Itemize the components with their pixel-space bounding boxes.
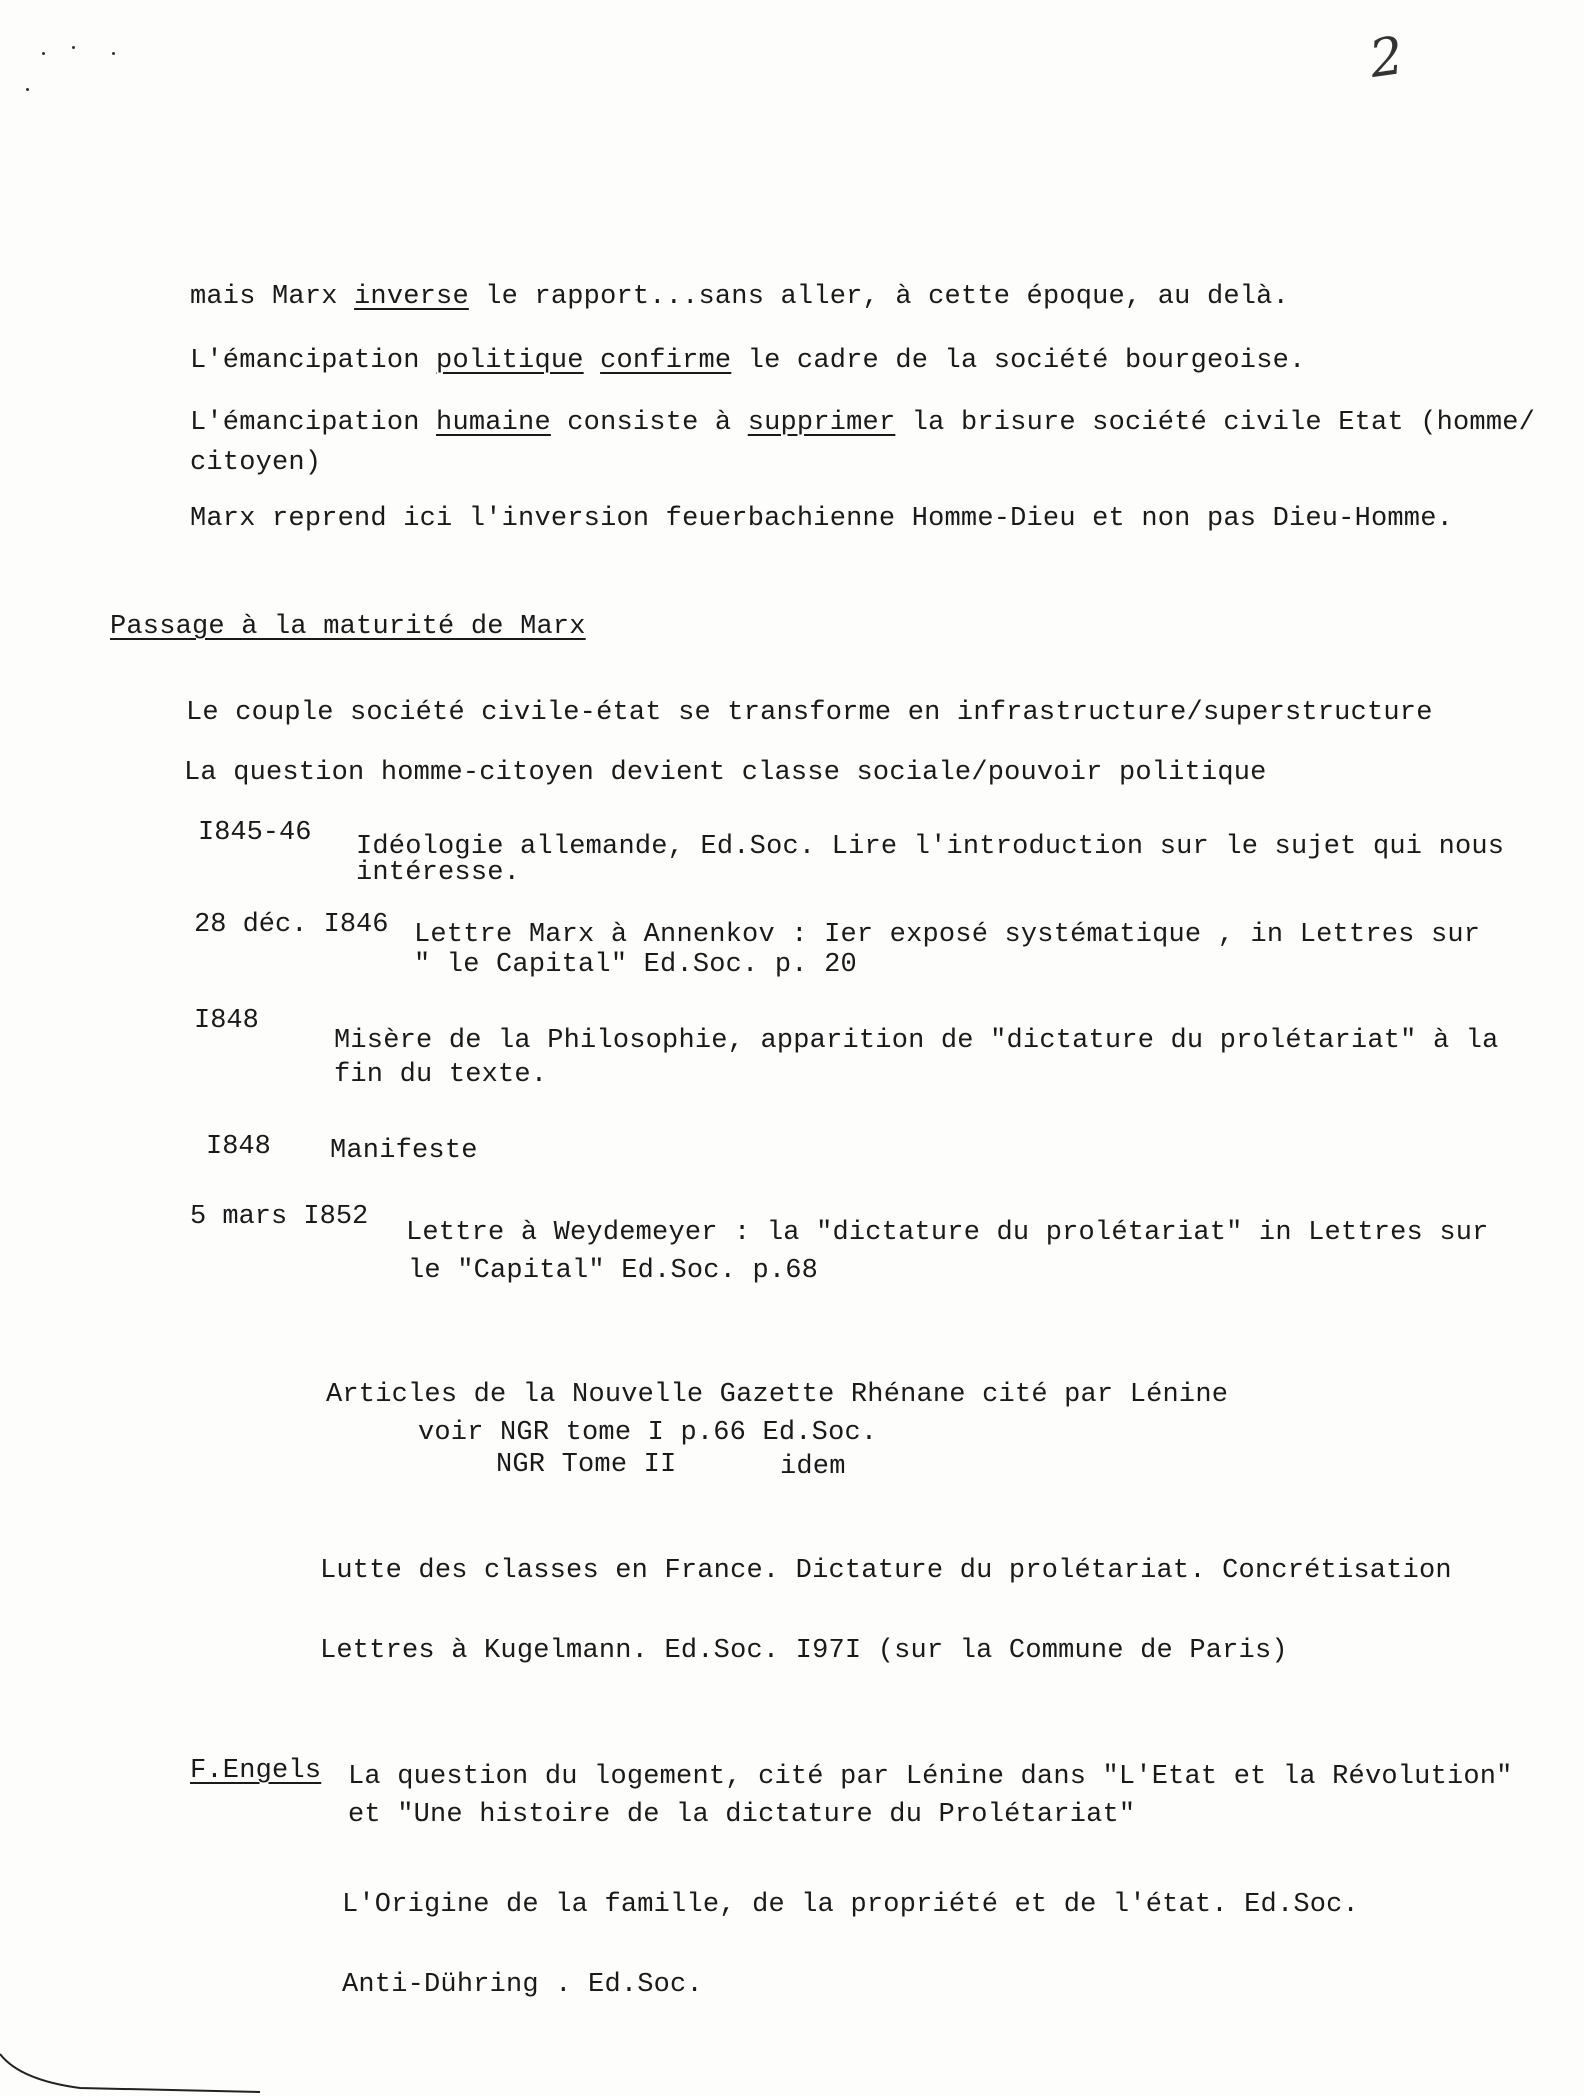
underlined-word: supprimer (747, 408, 896, 438)
engels-label: F.Engels (190, 1756, 322, 1786)
section-heading: Passage à la maturité de Marx (110, 612, 586, 642)
text-run: le cadre de la société bourgeoise. (731, 346, 1306, 376)
intro-line-4: Marx reprend ici l'inversion feuerbachienne Homme-Dieu et non pas Dieu-Homme. (190, 504, 1454, 534)
entry-text: le "Capital" Ed.Soc. p.68 (408, 1256, 819, 1286)
entry-date: I848 (206, 1132, 271, 1162)
maturity-line-1: Le couple société civile-état se transforme en infrastructure/superstructure (186, 698, 1433, 728)
underlined-word: politique (436, 346, 584, 376)
scan-speck (72, 46, 75, 49)
intro-line-3b: citoyen) (190, 448, 322, 478)
underlined-word: confirme (600, 346, 732, 376)
text-run: mais Marx (190, 282, 355, 312)
entry-text: " le Capital" Ed.Soc. p. 20 (414, 950, 857, 980)
articles-line-2: voir NGR tome I p.66 Ed.Soc. (418, 1418, 878, 1448)
articles-line-3-idem: idem (780, 1452, 846, 1482)
text-run: la brisure société civile Etat (homme/ (895, 408, 1536, 438)
entry-text: Manifeste (330, 1136, 478, 1166)
page-number: 2 (1365, 25, 1408, 91)
underlined-word: humaine (436, 408, 551, 438)
maturity-line-2: La question homme-citoyen devient classe sociale/pouvoir politique (184, 758, 1267, 788)
text-run (584, 346, 600, 376)
entry-text: intéresse. (356, 858, 521, 888)
text-run: L'émancipation (190, 408, 437, 438)
text-run: le rapport...sans aller, à cette époque, au delà. (468, 282, 1289, 312)
entry-text: Idéologie allemande, Ed.Soc. Lire l'introduction sur le sujet qui nous (356, 832, 1505, 862)
underlined-word: inverse (354, 282, 469, 312)
engels-line-3: L'Origine de la famille, de la propriété et de l'état. Ed.Soc. (342, 1890, 1359, 1920)
engels-line-4: Anti-Dühring . Ed.Soc. (342, 1970, 703, 2000)
entry-date: I845-46 (198, 818, 312, 848)
text-run: consiste à (550, 408, 748, 438)
engels-line-1: La question du logement, cité par Lénine dans "L'Etat et la Révolution" (348, 1762, 1513, 1792)
kugelmann-line: Lettres à Kugelmann. Ed.Soc. I97I (sur la Commune de Paris) (320, 1636, 1288, 1666)
lutte-line: Lutte des classes en France. Dictature du prolétariat. Concrétisation (320, 1556, 1452, 1586)
entry-text: Misère de la Philosophie, apparition de "dictature du prolétariat" à la (334, 1026, 1499, 1056)
intro-line-2 (190, 346, 1305, 376)
text-run: L'émancipation (190, 346, 437, 376)
articles-line-1: Articles de la Nouvelle Gazette Rhénane cité par Lénine (326, 1380, 1229, 1410)
scan-edge-mark (0, 2036, 260, 2096)
scan-speck (42, 52, 45, 55)
entry-text: Lettre Marx à Annenkov : Ier exposé systématique , in Lettres sur (414, 920, 1481, 950)
entry-date: I848 (194, 1006, 259, 1036)
articles-line-3: NGR Tome II (496, 1450, 677, 1480)
entry-text: fin du texte. (334, 1060, 548, 1090)
entry-text: Lettre à Weydemeyer : la "dictature du prolétariat" in Lettres sur (406, 1218, 1489, 1248)
engels-line-2: et "Une histoire de la dictature du Prolétariat" (348, 1800, 1136, 1830)
intro-line-1 (190, 282, 1289, 312)
scan-speck (26, 88, 29, 91)
intro-line-3 (190, 408, 1535, 438)
entry-date: 5 mars I852 (190, 1202, 369, 1232)
entry-date: 28 déc. I846 (194, 910, 389, 940)
scan-speck (112, 52, 115, 55)
